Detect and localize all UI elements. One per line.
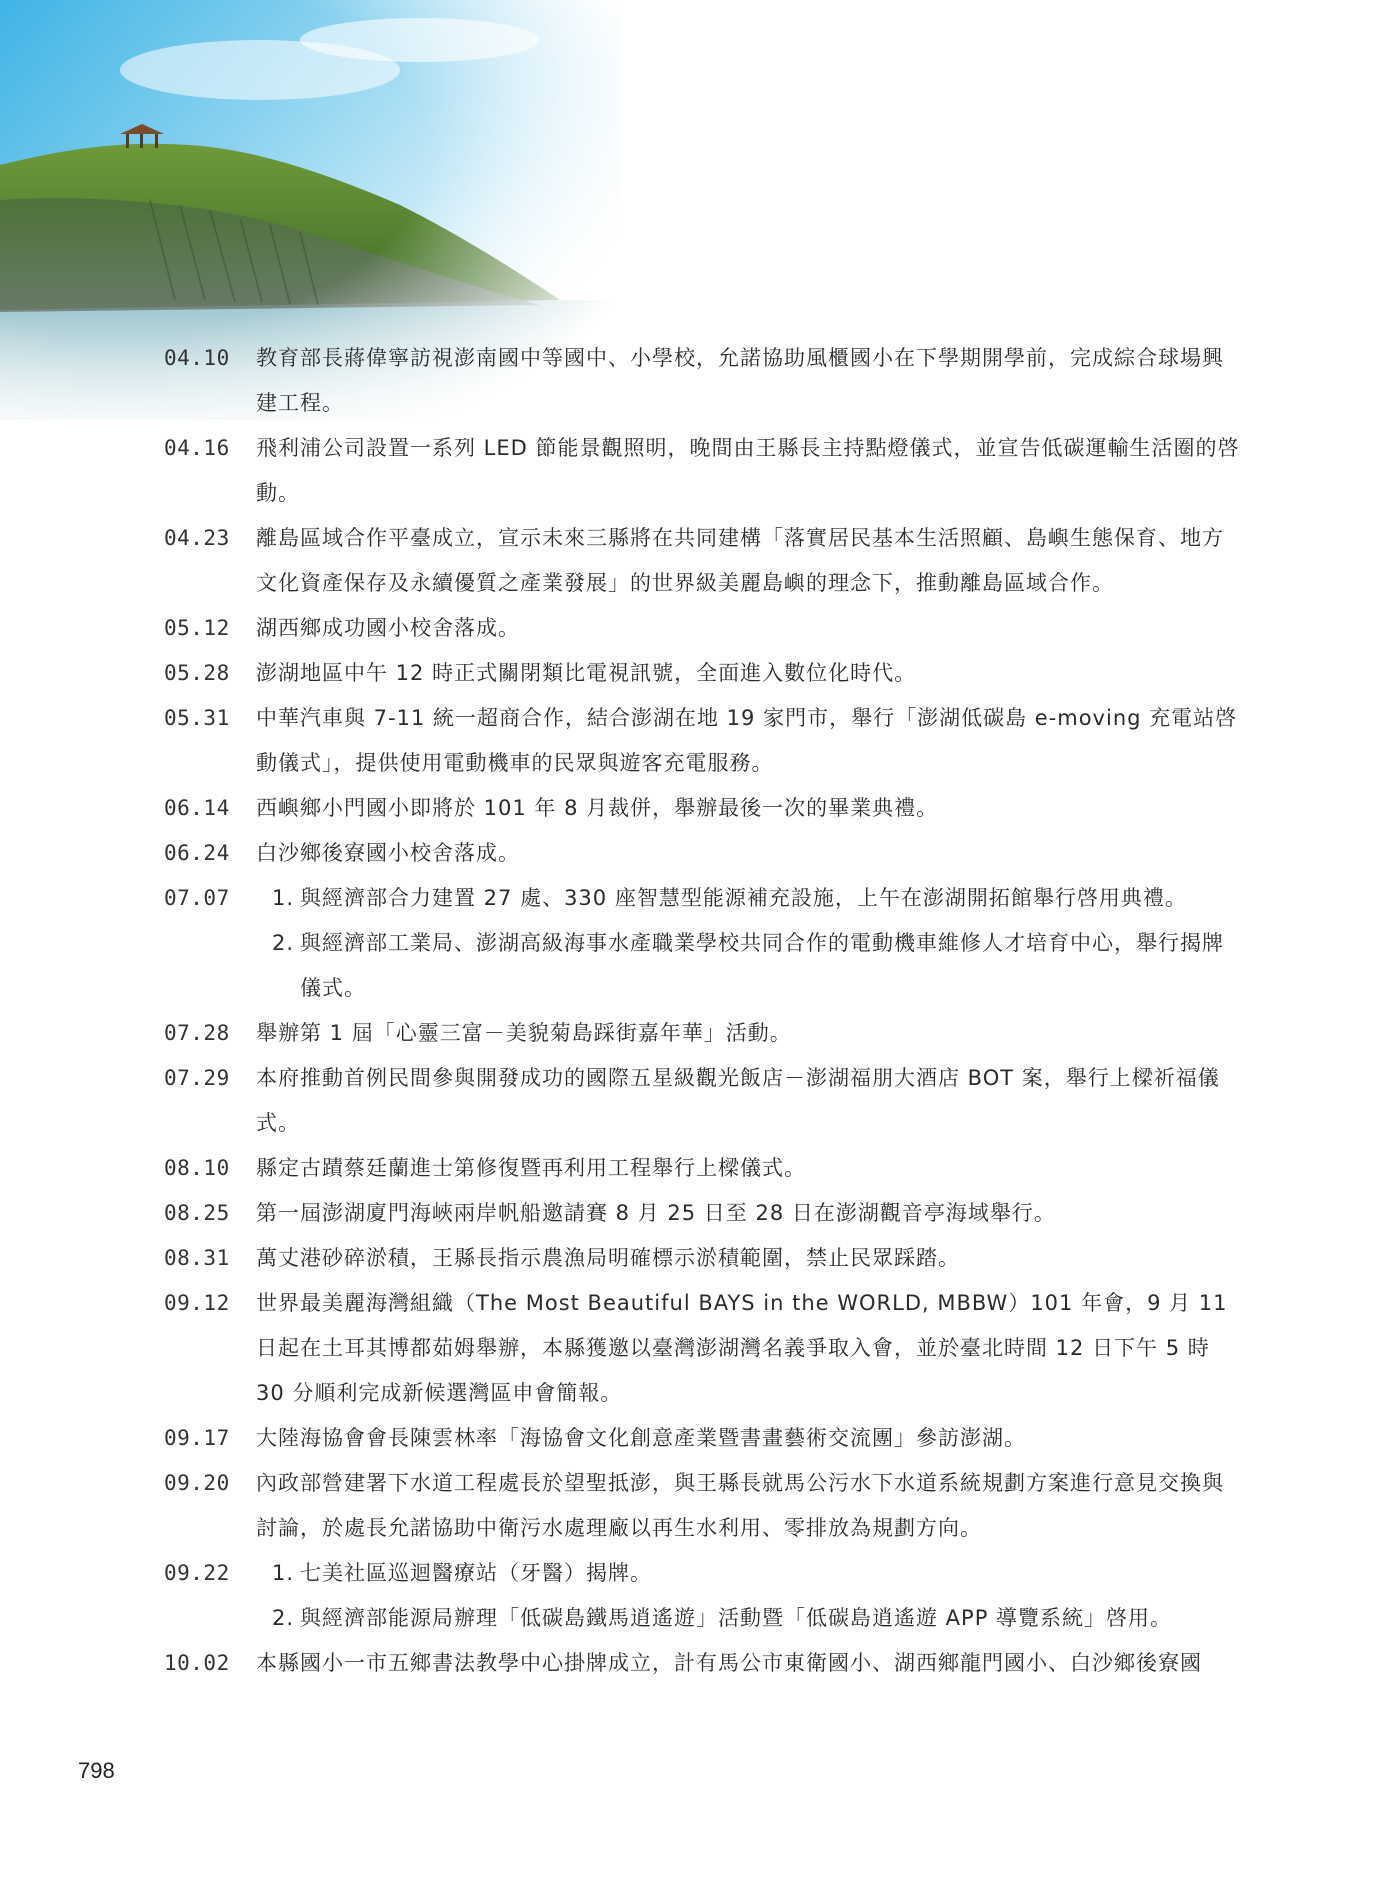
entry-text: 第一屆澎湖廈門海峽兩岸帆船邀請賽 8 月 25 日至 28 日在澎湖觀音亭海域舉行。 — [256, 1201, 1056, 1225]
entry-text: 中華汽車與 7-11 統一超商合作，結合澎湖在地 19 家門市，舉行「澎湖低碳島 e-moving 充電站啓動儀式」，提供使用電動機車的民眾與遊客充電服務。 — [256, 706, 1238, 775]
entry-text: 飛利浦公司設置一系列 LED 節能景觀照明，晚間由王縣長主持點燈儀式，並宣告低碳運輸生活圈的啓動。 — [256, 436, 1240, 505]
item-number: 1. — [271, 886, 294, 910]
timeline-entry — [164, 1011, 1244, 1056]
timeline-entry — [164, 516, 1244, 606]
item-text: 與經濟部工業局、澎湖高級海事水產職業學校共同合作的電動機車維修人才培育中心，舉行揭牌儀式。 — [300, 931, 1224, 1000]
entry-date: 07.29 — [164, 1066, 230, 1090]
entry-date: 06.24 — [164, 841, 230, 865]
entry-date: 05.12 — [164, 616, 230, 640]
timeline-entry — [164, 876, 1244, 1011]
entry-text: 澎湖地區中午 12 時正式關閉類比電視訊號，全面進入數位化時代。 — [256, 661, 917, 685]
entry-date: 04.23 — [164, 526, 230, 550]
item-text: 與經濟部能源局辦理「低碳島鐵馬逍遙遊」活動暨「低碳島逍遙遊 APP 導覽系統」啓用。 — [300, 1606, 1173, 1630]
entry-date: 05.28 — [164, 661, 230, 685]
item-text: 七美社區巡迴醫療站（牙醫）揭牌。 — [300, 1561, 652, 1585]
entry-text: 萬丈港砂碎淤積，王縣長指示農漁局明確標示淤積範圍，禁止民眾踩踏。 — [256, 1246, 960, 1270]
timeline-entry — [164, 696, 1244, 786]
entry-text: 教育部長蔣偉寧訪視澎南國中等國中、小學校，允諾協助風櫃國小在下學期開學前，完成綜合球場興建工程。 — [256, 346, 1224, 415]
entry-date: 09.12 — [164, 1291, 230, 1315]
item-number: 2. — [271, 931, 294, 955]
entry-text: 大陸海協會會長陳雲林率「海協會文化創意產業暨書畫藝術交流團」參訪澎湖。 — [256, 1426, 1026, 1450]
entry-text: 本縣國小一市五鄉書法教學中心掛牌成立，計有馬公市東衛國小、湖西鄉龍門國小、白沙鄉後寮國 — [256, 1651, 1202, 1675]
entry-date: 08.31 — [164, 1246, 230, 1270]
page-number: 798 — [78, 1758, 115, 1783]
timeline-entry — [164, 1056, 1244, 1146]
timeline-entry — [164, 606, 1244, 651]
list-item — [256, 876, 1244, 921]
entry-text: 縣定古蹟蔡廷蘭進士第修復暨再利用工程舉行上樑儀式。 — [256, 1156, 806, 1180]
entry-text: 離島區域合作平臺成立，宣示未來三縣將在共同建構「落實居民基本生活照顧、島嶼生態保育、地方文化資產保存及永續優質之產業發展」的世界級美麗島嶼的理念下，推動離島區域合作。 — [256, 526, 1224, 595]
entry-text: 白沙鄉後寮國小校舍落成。 — [256, 841, 520, 865]
timeline-entry — [164, 1416, 1244, 1461]
item-number: 1. — [271, 1561, 294, 1585]
list-item — [256, 1596, 1244, 1641]
entry-date: 07.28 — [164, 1021, 230, 1045]
event-timeline — [164, 336, 1244, 1686]
list-item — [256, 921, 1244, 1011]
entry-text: 內政部營建署下水道工程處長於望聖抵澎，與王縣長就馬公污水下水道系統規劃方案進行意見交換與討論，於處長允諾協助中衛污水處理廠以再生水利用、零排放為規劃方向。 — [256, 1471, 1224, 1540]
entry-date: 05.31 — [164, 706, 230, 730]
entry-date: 08.25 — [164, 1201, 230, 1225]
timeline-entry — [164, 1146, 1244, 1191]
entry-text: 西嶼鄉小門國小即將於 101 年 8 月裁併，舉辦最後一次的畢業典禮。 — [256, 796, 939, 820]
timeline-entry — [164, 1191, 1244, 1236]
entry-text: 世界最美麗海灣組織（The Most Beautiful BAYS in the WORLD, MBBW）101 年會，9 月 11 日起在土耳其博都茹姆舉辦，本縣獲邀以臺灣澎湖灣名義爭取入會，並於臺北時間 12 日下午 5 時 30 分順利完成新候選灣區申會簡報。 — [256, 1291, 1228, 1405]
entry-items — [256, 1551, 1244, 1641]
entry-date: 09.17 — [164, 1426, 230, 1450]
timeline-entry — [164, 1551, 1244, 1641]
timeline-entry — [164, 1461, 1244, 1551]
entry-date: 08.10 — [164, 1156, 230, 1180]
entry-text: 本府推動首例民間參與開發成功的國際五星級觀光飯店－澎湖福朋大酒店 BOT 案，舉行上樑祈福儀式。 — [256, 1066, 1220, 1135]
entry-text: 湖西鄉成功國小校舍落成。 — [256, 616, 520, 640]
timeline-entry — [164, 651, 1244, 696]
entry-date: 06.14 — [164, 796, 230, 820]
entry-items — [256, 876, 1244, 1011]
entry-date: 04.16 — [164, 436, 230, 460]
entry-text: 舉辦第 1 屆「心靈三富－美貌菊島踩街嘉年華」活動。 — [256, 1021, 792, 1045]
timeline-entry — [164, 1281, 1244, 1416]
item-text: 與經濟部合力建置 27 處、330 座智慧型能源補充設施，上午在澎湖開拓館舉行啓用典禮。 — [300, 886, 1187, 910]
timeline-entry — [164, 426, 1244, 516]
item-number: 2. — [271, 1606, 294, 1630]
entry-date: 04.10 — [164, 346, 230, 370]
entry-date: 10.02 — [164, 1651, 230, 1675]
entry-date: 09.20 — [164, 1471, 230, 1495]
timeline-entry — [164, 336, 1244, 426]
timeline-entry — [164, 831, 1244, 876]
entry-date: 09.22 — [164, 1561, 230, 1585]
entry-date: 07.07 — [164, 886, 230, 910]
list-item — [256, 1551, 1244, 1596]
timeline-entry — [164, 1236, 1244, 1281]
timeline-entry — [164, 786, 1244, 831]
timeline-entry — [164, 1641, 1244, 1686]
